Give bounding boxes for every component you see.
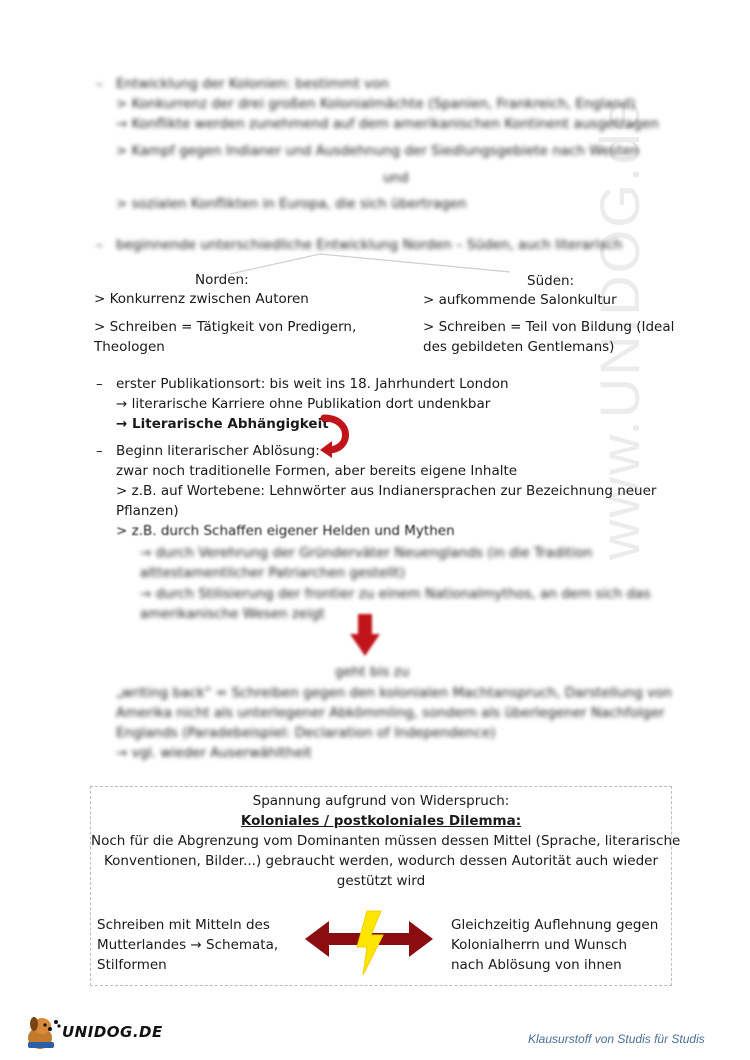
bullet-dash: – [96, 76, 103, 92]
dog-mascot-icon [22, 1016, 62, 1052]
loosening-line: > z.B. auf Wortebene: Lehnwörter aus Indianersprachen zur Bezeichnung neuer [116, 483, 657, 499]
right-column-line: Gleichzeitig Auflehnung gegen [451, 917, 659, 933]
loosening-line: Pflanzen) [116, 503, 179, 519]
bullet-dash: – [96, 443, 103, 459]
bullet-dash: – [96, 376, 103, 392]
watermark: www.UNIDOG.de [588, 98, 651, 560]
south-line: > Schreiben = Teil von Bildung (Ideal [423, 319, 675, 335]
blurred-line: → durch Verehrung der Gründerväter Neuenglands (in die Tradition [140, 545, 593, 561]
down-arrow-icon [350, 614, 380, 656]
south-line: > aufkommende Salonkultur [423, 292, 617, 308]
blurred-line: geht bis zu [335, 664, 410, 680]
north-line: > Schreiben = Tätigkeit von Predigern, [94, 319, 357, 335]
blurred-line: → vgl. wieder Auserwähltheit [116, 745, 312, 761]
south-title: Süden: [527, 273, 575, 289]
left-column-line: Mutterlandes → Schemata, [97, 937, 279, 953]
blurred-line: → durch Stilisierung der frontier zu einem Nationalmythos, an dem sich das [140, 586, 651, 602]
dilemma-text: gestützt wird [336, 873, 426, 889]
right-column-line: nach Ablösung von ihnen [451, 957, 622, 973]
footer-tagline: Klausurstoff von Studis für Studis [528, 1032, 705, 1046]
unidog-logo [22, 1014, 163, 1054]
blurred-line: Englands (Paradebeispiel: Declaration of Independence) [116, 725, 496, 741]
dilemma-box [90, 786, 681, 986]
dilemma-text: Konventionen, Bilder...) gebraucht werden, wodurch dessen Autorität auch wieder [103, 853, 659, 869]
south-line: des gebildeten Gentlemans) [423, 339, 615, 355]
blurred-line: Entwicklung der Kolonien: bestimmt von [116, 76, 389, 92]
logo-text: UNIDOG.DE [62, 1023, 163, 1041]
left-column-line: Schreiben mit Mitteln des [97, 917, 270, 933]
loosening-line: > z.B. durch Schaffen eigener Helden und Mythen [116, 523, 455, 539]
right-column-line: Kolonialherrn und Wunsch [451, 937, 628, 953]
blurred-line: > Konkurrenz der drei großen Kolonialmächte (Spanien, Frankreich, England) [116, 96, 636, 112]
loosening-line: zwar noch traditionelle Formen, aber bereits eigene Inhalte [116, 463, 518, 479]
blurred-line: amerikanische Wesen zeigt [140, 606, 325, 622]
dilemma-text: Noch für die Abgrenzung vom Dominanten müssen dessen Mittel (Sprache, literarische [91, 833, 681, 849]
blurred-line: Amerika nicht als unterlegener Abkömmling, sondern als überlegener Nachfolger [116, 705, 665, 721]
blurred-line: „writing back“ = Schreiben gegen den kolonialen Machtanspruch, Darstellung von [116, 685, 672, 701]
dilemma-intro: Spannung aufgrund von Widerspruch: [252, 793, 510, 809]
publication-line: → literarische Karriere ohne Publikation dort undenkbar [116, 396, 491, 412]
publication-line: erster Publikationsort: bis weit ins 18. Jahrhundert London [116, 376, 509, 392]
loosening-line: Beginn literarischer Ablösung: [116, 443, 320, 459]
north-line: > Konkurrenz zwischen Autoren [94, 291, 309, 307]
blurred-line: alttestamentlicher Patriarchen gestellt) [140, 565, 406, 581]
blurred-line: → Konflikte werden zunehmend auf dem amerikanischen Kontinent ausgetragen [116, 116, 659, 132]
blurred-line: und [383, 170, 409, 186]
dilemma-title: Koloniales / postkoloniales Dilemma: [240, 813, 522, 829]
left-column-line: Stilformen [97, 957, 167, 973]
blurred-line: > sozialen Konflikten in Europa, die sich übertragen [116, 196, 467, 212]
curved-arrow-icon [318, 414, 354, 458]
north-title: Norden: [195, 272, 249, 288]
literary-dependence-label: → Literarische Abhängigkeit [116, 416, 329, 432]
tension-arrow-icon [303, 909, 435, 977]
bullet-dash: – [96, 237, 103, 253]
north-line: Theologen [94, 339, 165, 355]
blurred-line: beginnende unterschiedliche Entwicklung Norden – Süden, auch literarisch [116, 237, 623, 253]
blurred-line: > Kampf gegen Indianer und Ausdehnung der Siedlungsgebiete nach Westen [116, 143, 640, 159]
